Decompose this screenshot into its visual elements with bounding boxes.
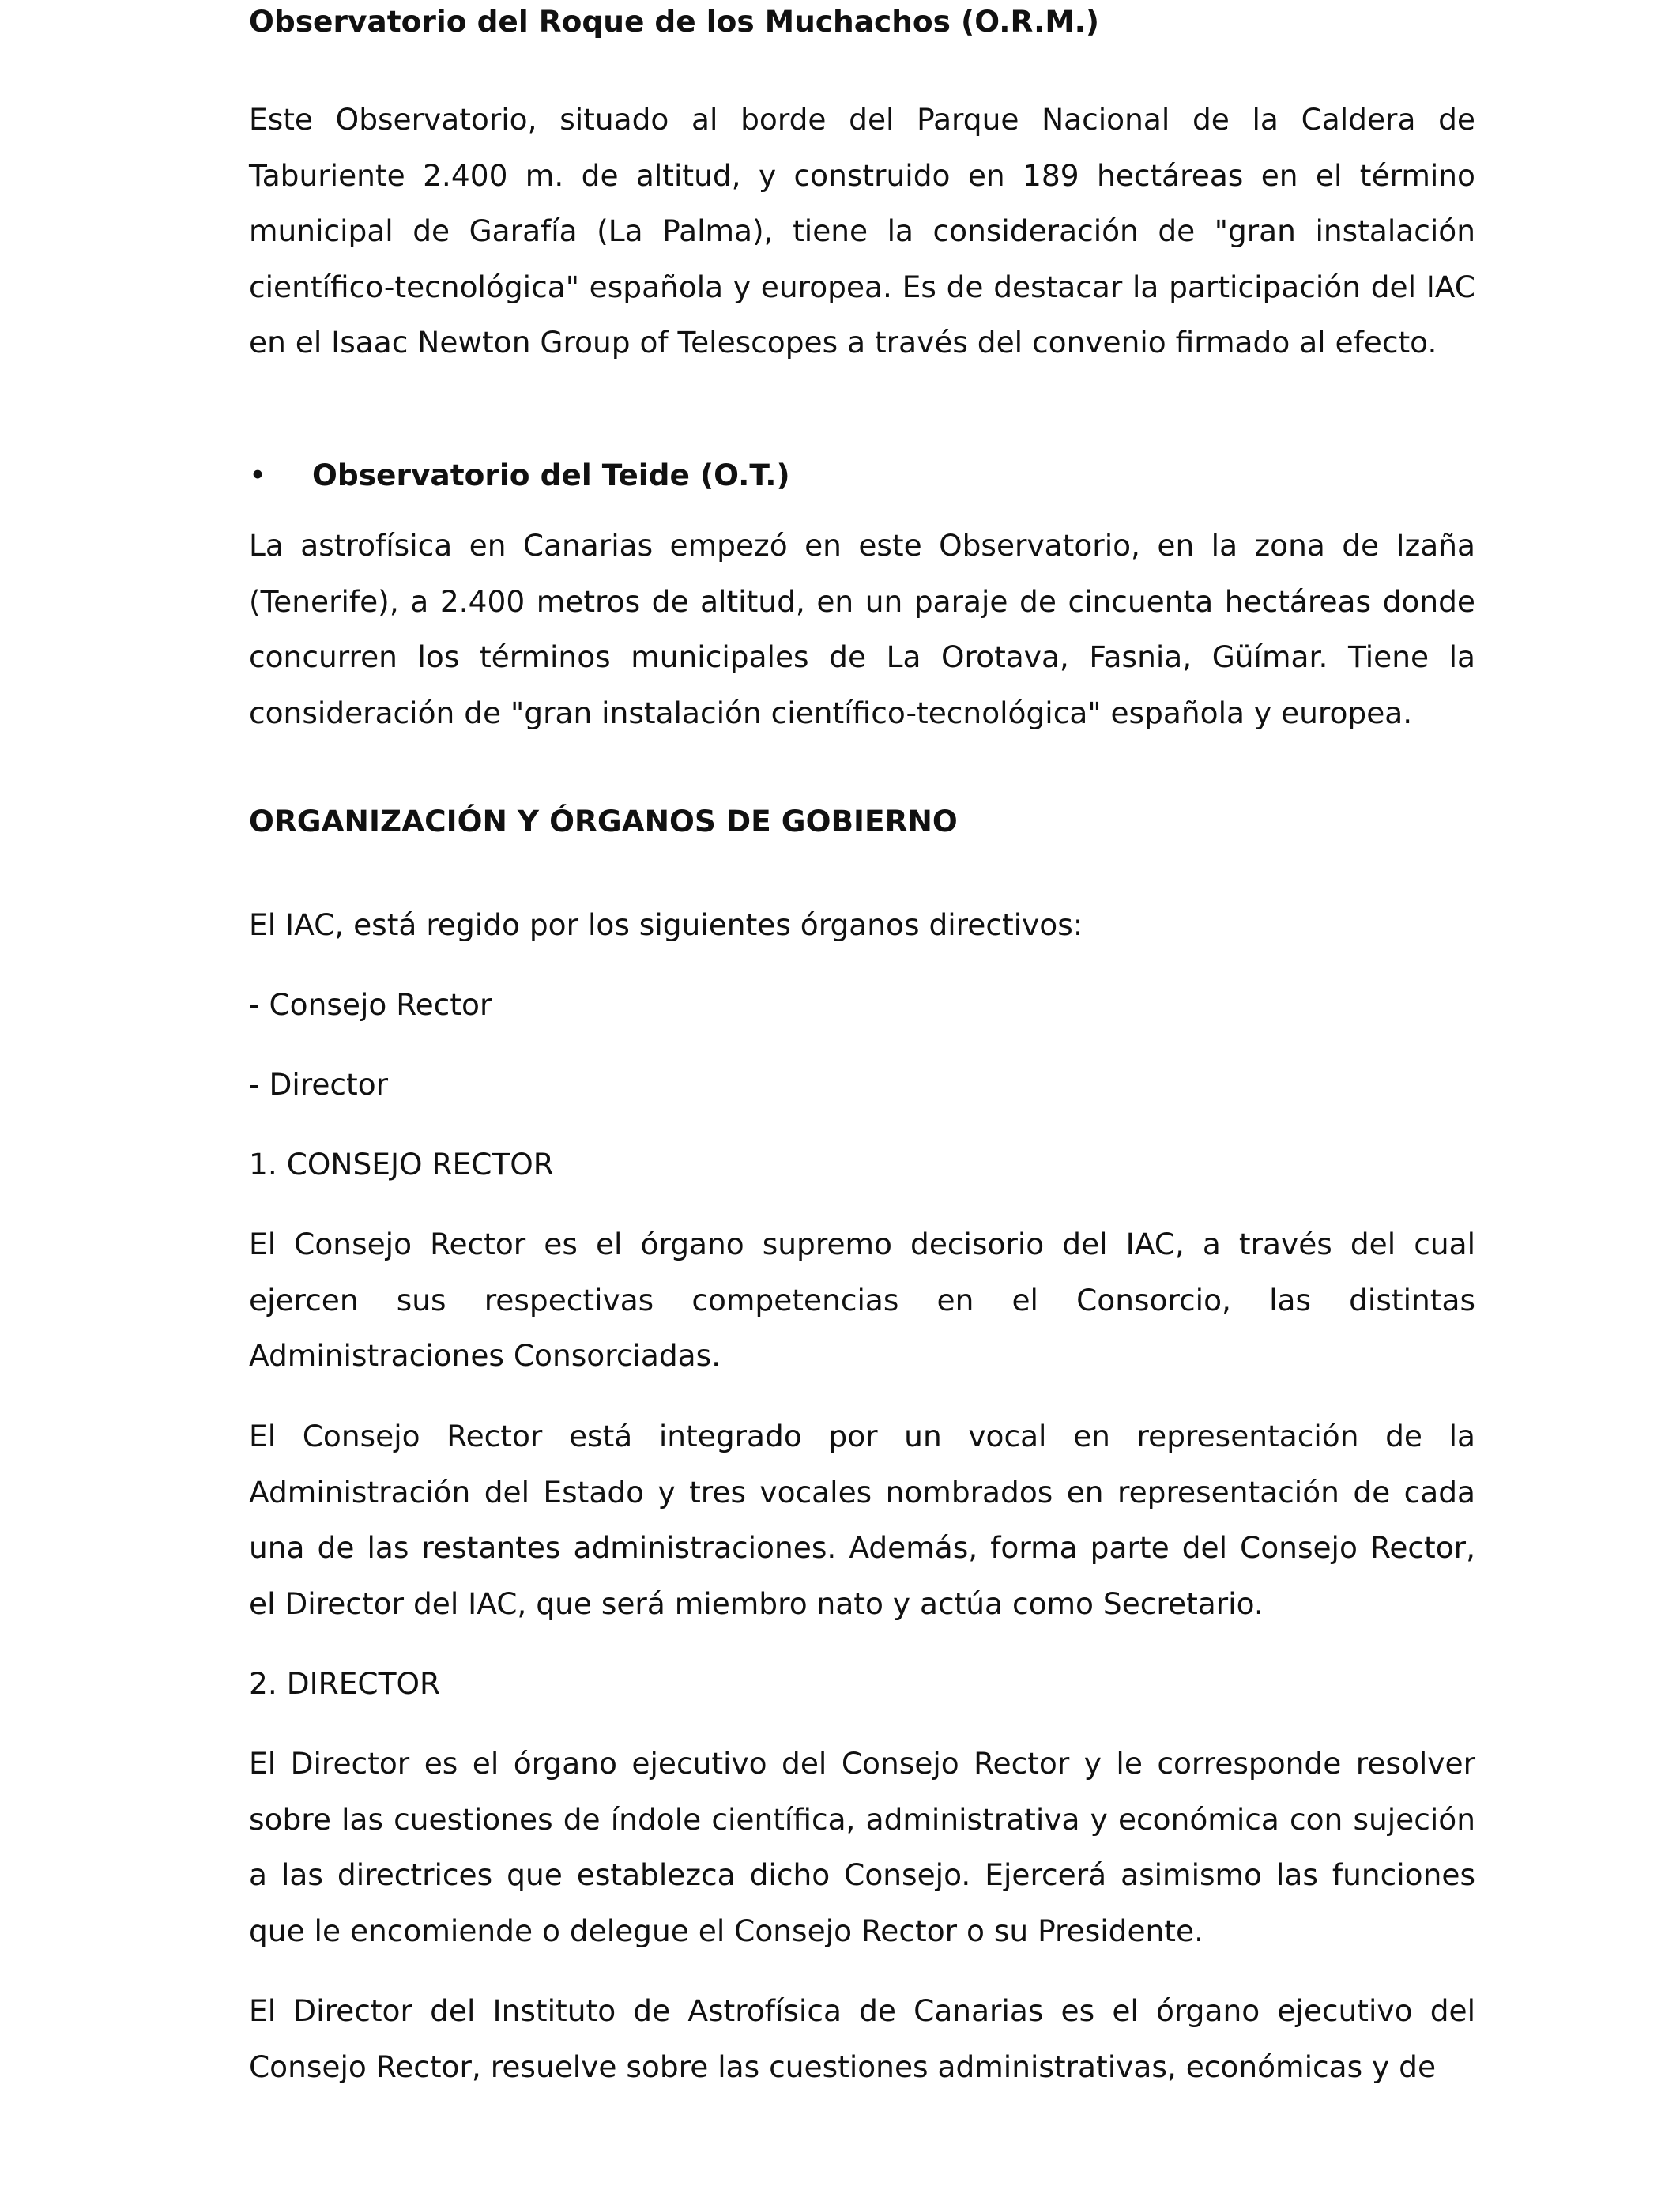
organizacion-intro: El IAC, está regido por los siguientes órganos directivos: (249, 907, 1083, 942)
list-item-consejo: - Consejo Rector (249, 987, 492, 1022)
ot-heading: Observatorio del Teide (O.T.) (312, 458, 790, 492)
consejo-paragraph-1: El Consejo Rector es el órgano supremo decisorio del IAC, a través del cual ejercen sus respectivas competencias en el Consorcio, las distintas Administraciones Consorciadas. (249, 1227, 1475, 1373)
orm-paragraph: Este Observatorio, situado al borde del Parque Nacional de la Caldera de Taburiente 2.400 m. de altitud, y construido en 189 hectáreas en el término municipal de Garafía (La Palma), tiene la consideración de "gran instalación científico-tecnológica" española y europea. Es de destacar la participación del IAC en el Isaac Newton Group of Telescopes a través del convenio firmado al efecto. (249, 102, 1475, 360)
director-paragraph-1: El Director es el órgano ejecutivo del Consejo Rector y le corresponde resolver sobre las cuestiones de índole científica, administrativa y económica con sujeción a las directrices que establezca dicho Consejo. Ejercerá asimismo las funciones que le encomiende o delegue el Consejo Rector o su Presidente. (249, 1746, 1475, 1948)
director-heading: 2. DIRECTOR (249, 1666, 441, 1701)
bullet-icon: • (249, 458, 267, 492)
organizacion-heading: ORGANIZACIÓN Y ÓRGANOS DE GOBIERNO (249, 804, 958, 839)
consejo-heading: 1. CONSEJO RECTOR (249, 1147, 554, 1182)
list-item-director: - Director (249, 1067, 389, 1102)
ot-paragraph: La astrofísica en Canarias empezó en este Observatorio, en la zona de Izaña (Tenerife), a 2.400 metros de altitud, en un paraje de cincuenta hectáreas donde concurren los términos municipales de La Orotava, Fasnia, Güímar. Tiene la consideración de "gran instalación científico-tecnológica" española y europea. (249, 528, 1475, 730)
director-paragraph-2: El Director del Instituto de Astrofísica de Canarias es el órgano ejecutivo del Consejo Rector, resuelve sobre las cuestiones administrativas, económicas y de (249, 1993, 1475, 2084)
orm-heading: Observatorio del Roque de los Muchachos (O.R.M.) (249, 4, 1100, 39)
consejo-paragraph-2: El Consejo Rector está integrado por un vocal en representación de la Administración del Estado y tres vocales nombrados en representación de cada una de las restantes administraciones. Además, forma parte del Consejo Rector, el Director del IAC, que será miembro nato y actúa como Secretario. (249, 1419, 1475, 1621)
